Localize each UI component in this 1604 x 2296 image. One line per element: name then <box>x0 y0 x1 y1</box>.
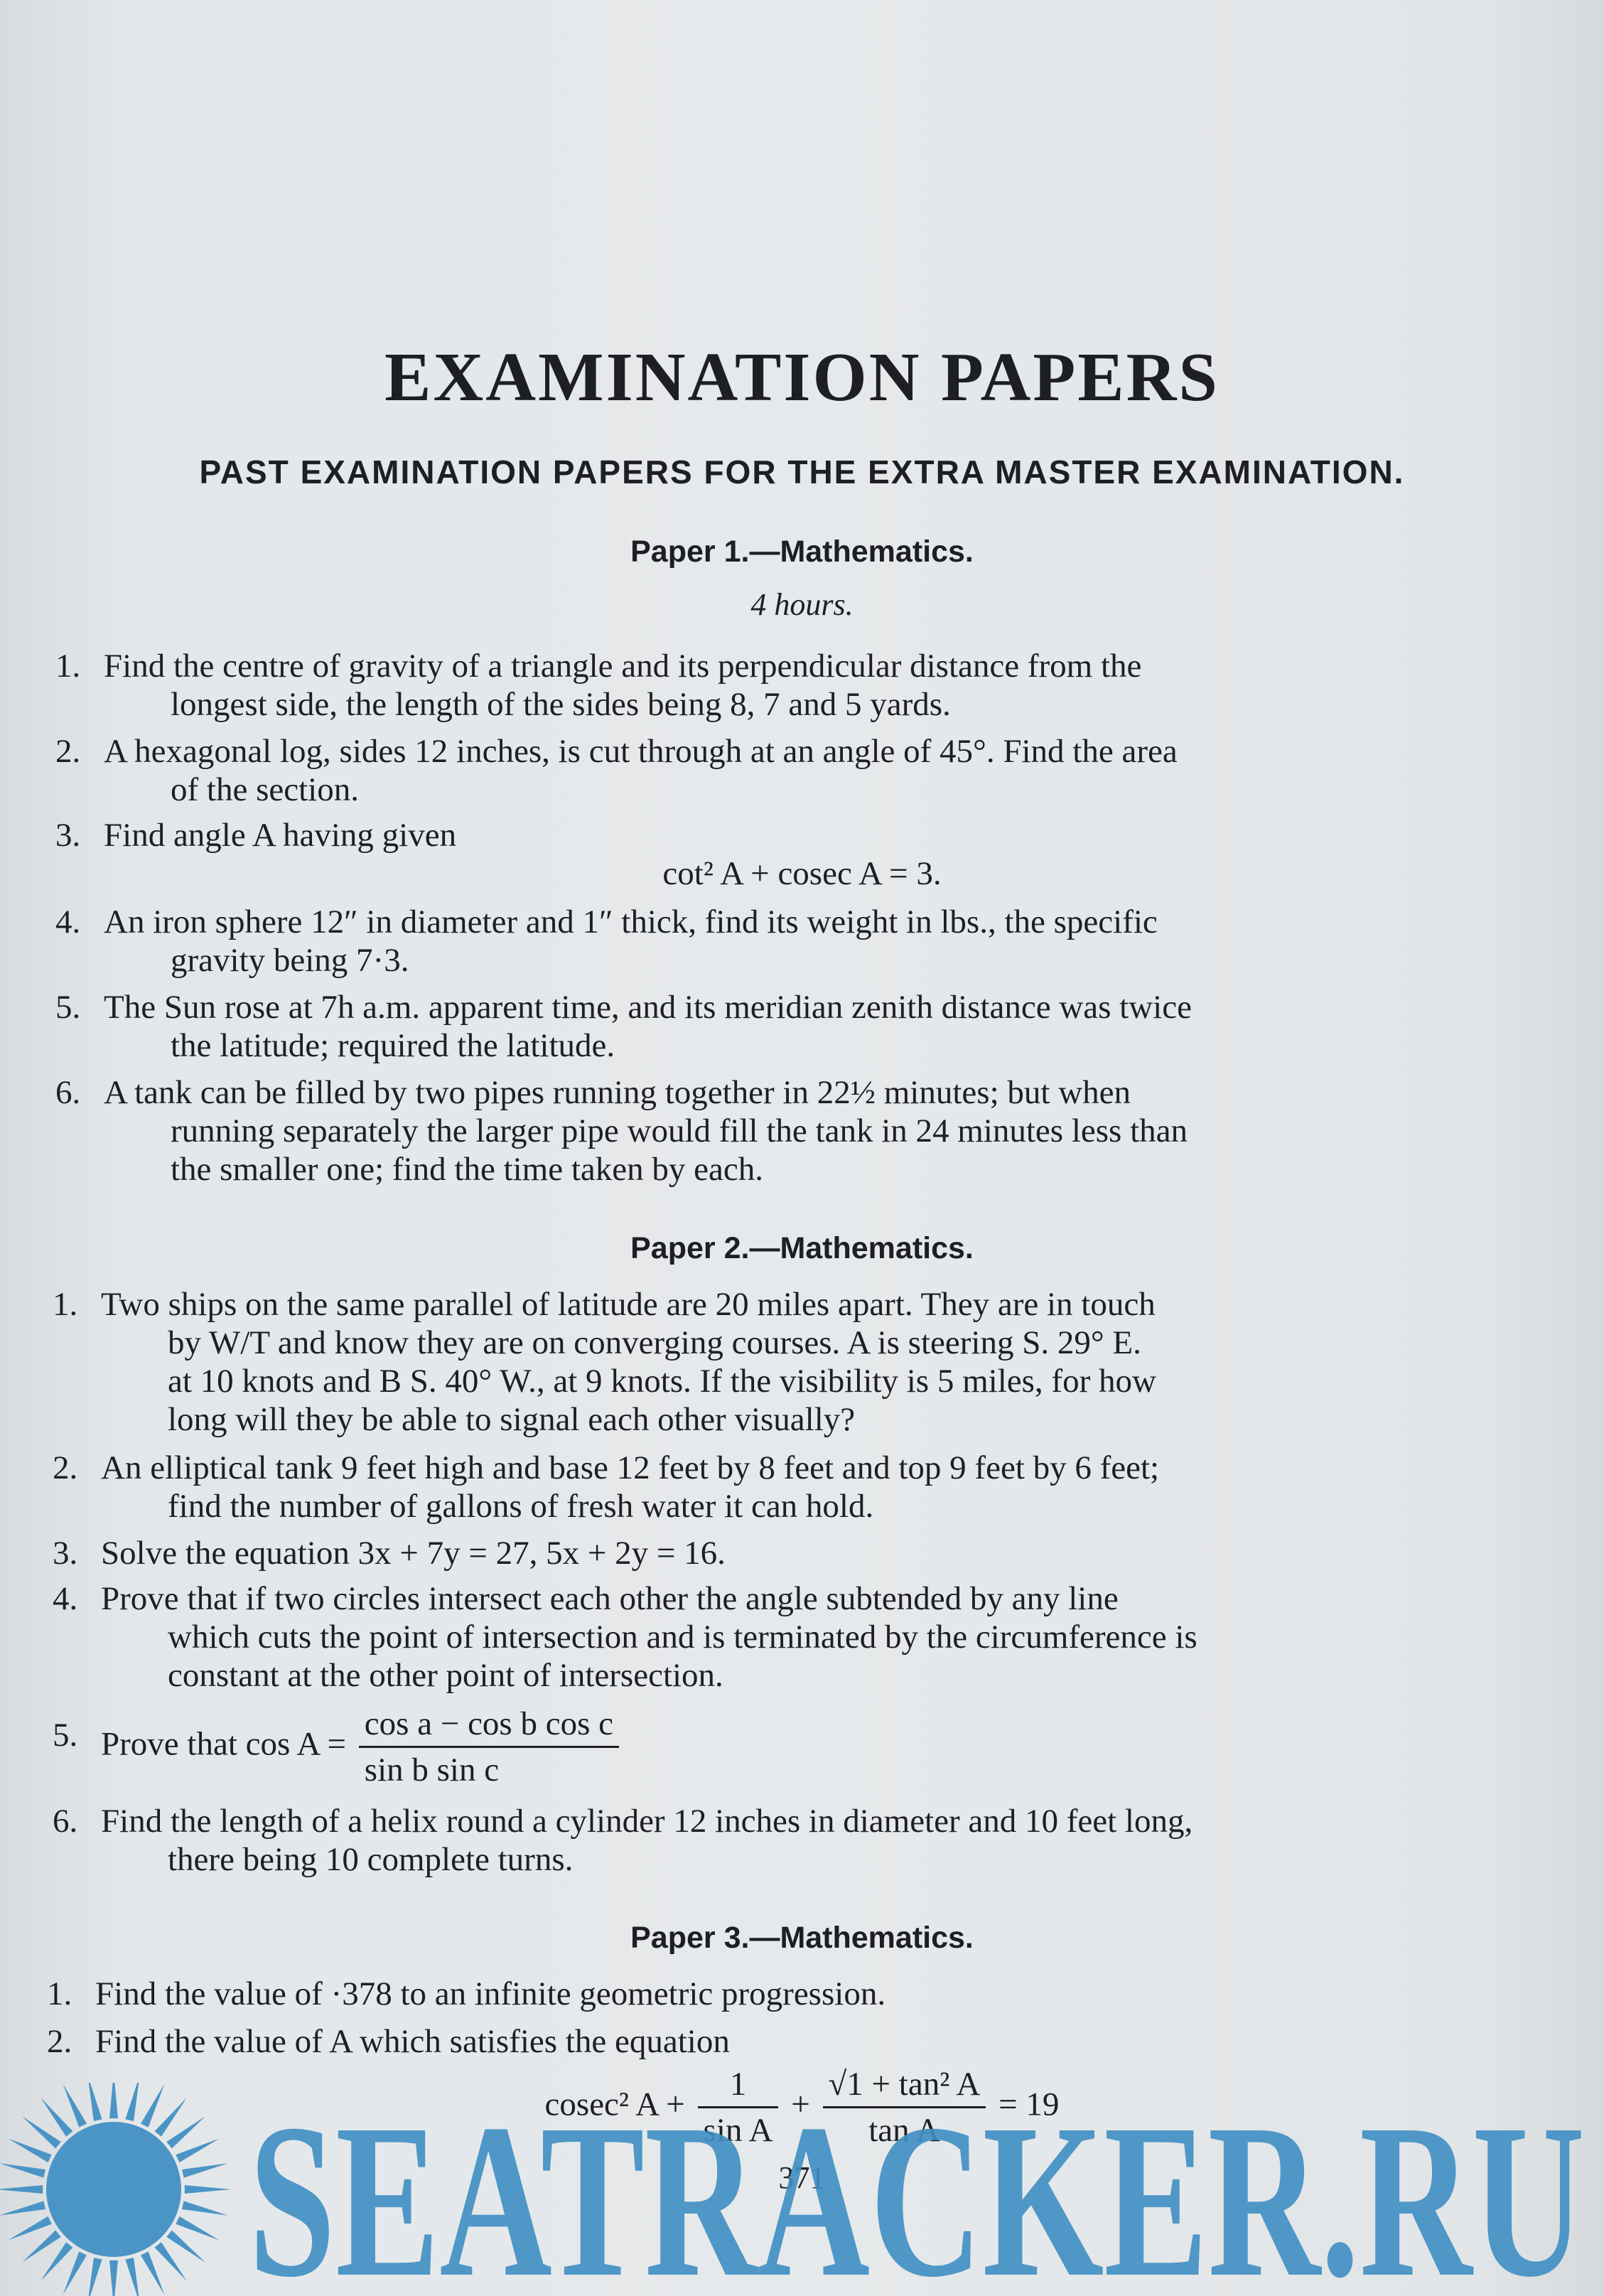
paper-1-question-5 <box>55 988 1468 1065</box>
question-text: Find the length of a helix round a cylinder 12 inches in diameter and 10 feet long, <box>101 1803 1193 1840</box>
paper-2-question-6 <box>53 1802 1468 1879</box>
sun-ray <box>182 2201 228 2215</box>
paper-2-question-4 <box>53 1579 1468 1695</box>
question-text-cont: longest side, the length of the sides being 8, 7 and 5 yards. <box>171 686 951 723</box>
question-text-cont: of the section. <box>171 771 359 808</box>
sun-ray <box>87 2258 102 2296</box>
question-text: Find the value of A which satisfies the equation <box>95 2023 730 2060</box>
question-number: 4. <box>53 1580 78 1617</box>
equation-lead: cosec² A + <box>544 2086 685 2123</box>
paper-1-question-2 <box>55 732 1468 809</box>
question-text: An elliptical tank 9 feet high and base 12 feet by 8 feet and top 9 feet by 6 feet; <box>101 1449 1160 1486</box>
question-text: Two ships on the same parallel of latitude are 20 miles apart. They are in touch <box>101 1286 1156 1323</box>
sun-ray <box>109 2260 118 2296</box>
question-number: 4. <box>55 903 81 940</box>
question-text-cont: long will they be able to signal each other visually? <box>168 1401 856 1438</box>
question-text-cont: running separately the larger pipe would fill the tank in 24 minutes less than <box>171 1112 1188 1149</box>
paper-2-heading: Paper 2.—Mathematics. <box>630 1231 974 1265</box>
paper-2-question-3 <box>53 1534 1468 1572</box>
question-text-cont: which cuts the point of intersection and is terminated by the circumference is <box>168 1619 1197 1656</box>
question-number: 3. <box>53 1535 78 1572</box>
sun-ray <box>155 2242 187 2281</box>
paper-2-question-5 <box>53 1705 1468 1789</box>
question-text-cont: the latitude; required the latitude. <box>171 1027 615 1064</box>
question-number: 5. <box>53 1717 78 1754</box>
question-number: 5. <box>55 989 81 1026</box>
question-text-cont: by W/T and know they are on converging courses. A is steering S. 29° E. <box>168 1324 1141 1361</box>
page-number: 371 <box>778 2160 826 2195</box>
question-text-cont: there being 10 complete turns. <box>168 1841 574 1878</box>
question-text-cont: the smaller one; find the time taken by each. <box>171 1151 763 1188</box>
paper-1-heading: Paper 1.—Mathematics. <box>630 535 974 569</box>
question-number: 2. <box>53 1449 78 1486</box>
question-text: A hexagonal log, sides 12 inches, is cut through at an angle of 45°. Find the area <box>104 733 1178 770</box>
sun-ray <box>125 2258 139 2296</box>
fraction-denominator: tan A <box>868 2112 940 2149</box>
fraction <box>359 1705 619 1789</box>
fraction-numerator: cos a − cos b cos c <box>359 1705 619 1748</box>
equation-tail: = 19 <box>999 2086 1060 2123</box>
fraction-numerator: √1 + tan² A <box>823 2065 986 2108</box>
fraction <box>698 2065 779 2150</box>
paper-1-question-4 <box>55 903 1468 980</box>
question-text: An iron sphere 12″ in diameter and 1″ thick, find its weight in lbs., the specific <box>104 903 1158 940</box>
question-text: Prove that if two circles intersect each other the angle subtended by any line <box>101 1580 1119 1617</box>
sun-ray <box>166 2231 205 2263</box>
sun-ray <box>141 2251 165 2295</box>
paper-3-question-1 <box>47 1975 1468 2013</box>
question-number: 6. <box>53 1803 78 1840</box>
page-title: EXAMINATION PAPERS <box>384 339 1220 416</box>
question-number: 2. <box>55 733 81 770</box>
question-text: Solve the equation 3x + 7y = 27, 5x + 2y = 16. <box>101 1535 726 1572</box>
fraction-denominator: sin A <box>703 2112 773 2149</box>
question-text: Find angle A having given <box>104 817 457 854</box>
question-number: 1. <box>55 648 81 685</box>
question-text-cont: at 10 knots and B S. 40° W., at 9 knots. If the visibility is 5 miles, for how <box>168 1363 1156 1400</box>
sun-ray <box>176 2216 219 2241</box>
question-text: Find the value of ·378 to an infinite geometric progression. <box>95 1975 886 2012</box>
paper-2-question-2 <box>53 1449 1468 1525</box>
sun-ray <box>41 2242 72 2281</box>
question-text: Prove that cos A = <box>101 1725 347 1763</box>
question-text: Find the centre of gravity of a triangle and its perpendicular distance from the <box>104 648 1142 685</box>
question-number: 6. <box>55 1074 81 1111</box>
question-number: 1. <box>53 1286 78 1323</box>
question-text-cont: find the number of gallons of fresh water it can hold. <box>168 1488 874 1525</box>
watermark-text: SEATRACKER.RU <box>249 2083 1585 2296</box>
question-text-line <box>101 1705 1468 1789</box>
sun-ray <box>8 2216 51 2241</box>
paper-1-duration: 4 hours. <box>750 587 854 622</box>
question-text-cont: constant at the other point of intersection. <box>168 1657 723 1694</box>
question-number: 1. <box>47 1975 72 2012</box>
question-text: The Sun rose at 7h a.m. apparent time, and its meridian zenith distance was twice <box>104 989 1192 1026</box>
paper-1-question-1 <box>55 647 1468 724</box>
paper-1-question-6 <box>55 1073 1468 1189</box>
equation-plus: + <box>791 2086 810 2123</box>
question-number: 2. <box>47 2023 72 2060</box>
fraction <box>823 2065 986 2150</box>
question-text-cont: gravity being 7·3. <box>171 942 409 979</box>
paper-3-question-2 <box>47 2022 1468 2061</box>
paper-3-heading: Paper 3.—Mathematics. <box>630 1921 974 1955</box>
paper-2-question-1 <box>53 1285 1468 1439</box>
question-text: A tank can be filled by two pipes running together in 22½ minutes; but when <box>104 1074 1131 1111</box>
paper-1-question-3-equation: cot² A + cosec A = 3. <box>662 855 942 892</box>
sun-ray <box>63 2251 87 2295</box>
page-subtitle: PAST EXAMINATION PAPERS FOR THE EXTRA MASTER EXAMINATION. <box>199 454 1405 490</box>
fraction-denominator: sin b sin c <box>364 1751 500 1788</box>
question-number: 3. <box>55 817 81 854</box>
fraction-numerator: 1 <box>698 2065 779 2108</box>
paper-3-question-2-equation <box>0 2065 1604 2150</box>
paper-1-question-3 <box>55 816 1468 854</box>
sun-ray <box>22 2231 61 2263</box>
sun-ray <box>0 2201 45 2215</box>
